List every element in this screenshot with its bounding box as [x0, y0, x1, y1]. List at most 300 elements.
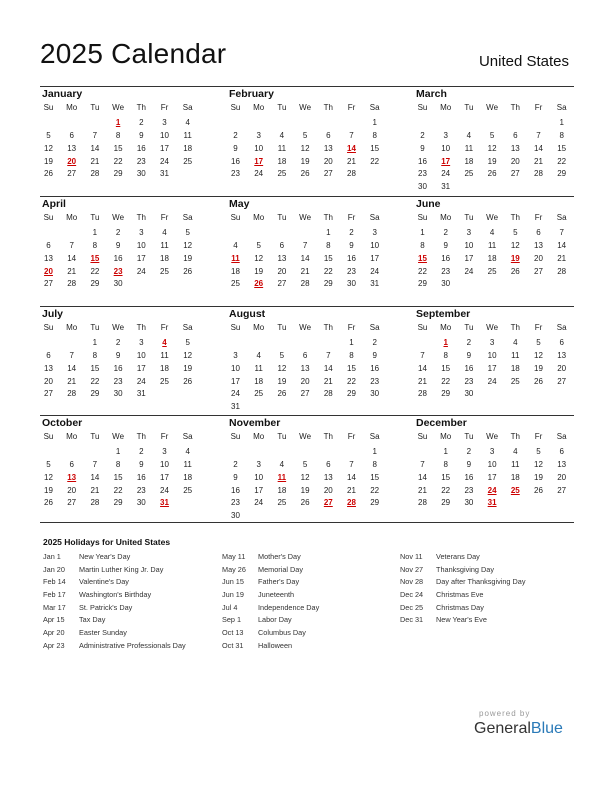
calendar-day: 28	[557, 266, 567, 276]
calendar-day: 19	[44, 485, 53, 495]
calendar-day: 20	[44, 376, 53, 386]
calendar-day: 22	[441, 485, 451, 495]
calendar-day: 15	[90, 363, 100, 373]
month-april	[40, 196, 200, 306]
calendar-day: 23	[136, 485, 146, 495]
calendar-day: 9	[233, 472, 238, 482]
calendar-day: 10	[254, 143, 264, 153]
calendar-day: 21	[347, 156, 356, 166]
calendar-day: 27	[67, 169, 77, 179]
holiday-name: Juneteenth	[258, 590, 295, 600]
calendar-day: 2	[420, 130, 425, 140]
calendar-day: 13	[534, 240, 543, 250]
calendar-day: 26	[183, 266, 193, 276]
calendar-day: 14	[323, 363, 333, 373]
weekday-label: Tu	[277, 103, 287, 112]
holidays-title: 2025 Holidays for United States	[43, 537, 171, 547]
calendar-day: 11	[277, 143, 287, 153]
calendar-day: 3	[489, 447, 495, 456]
calendar-day: 4	[466, 130, 472, 140]
holiday-date-label: Dec 24	[400, 590, 424, 600]
calendar-day: 28	[300, 279, 310, 289]
weekday-label: We	[486, 323, 499, 332]
calendar-day: 21	[418, 376, 427, 386]
calendar-day: 1	[92, 228, 98, 237]
calendar-day: 29	[113, 498, 123, 508]
calendar-day: 30	[113, 389, 123, 399]
calendar-day: 13	[300, 363, 310, 373]
calendar-day: 17	[254, 485, 264, 495]
calendar-day: 4	[279, 130, 285, 140]
calendar-day: 5	[185, 338, 190, 347]
month-name: April	[42, 198, 66, 210]
calendar-day: 26	[277, 389, 287, 399]
calendar-day: 28	[323, 389, 333, 399]
calendar-day: 14	[67, 363, 77, 373]
calendar-day: 22	[113, 485, 123, 495]
calendar-day: 24	[231, 389, 240, 399]
weekday-label: We	[112, 323, 125, 332]
month-august	[227, 306, 387, 415]
calendar-day: 5	[279, 350, 285, 360]
calendar-day: 5	[302, 459, 308, 469]
calendar-day: 1	[326, 228, 331, 237]
calendar-day: 4	[513, 447, 518, 456]
weekday-label: Sa	[182, 103, 193, 112]
weekday-label: Tu	[90, 323, 100, 332]
calendar-day: 1	[420, 228, 425, 237]
calendar-day: 17	[160, 472, 169, 482]
calendar-day: 12	[300, 472, 310, 482]
calendar-day: 9	[115, 350, 121, 360]
calendar-day: 18	[160, 363, 169, 373]
calendar-day: 19	[300, 156, 310, 166]
calendar-day: 10	[254, 472, 264, 482]
calendar-day: 15	[323, 253, 333, 263]
weekday-label: Tu	[464, 432, 474, 441]
calendar-day: 17	[487, 472, 497, 482]
holiday-name: Mother's Day	[258, 552, 301, 561]
weekday-label: Sa	[556, 213, 567, 222]
weekday-label: Su	[230, 103, 241, 112]
holiday-date: 20	[44, 266, 53, 276]
calendar-day: 12	[300, 143, 310, 153]
weekday-label: Th	[136, 213, 146, 222]
calendar-day: 29	[90, 389, 100, 399]
holiday-date: 14	[347, 143, 356, 153]
weekday-label: Tu	[90, 213, 100, 222]
calendar-day: 21	[418, 485, 427, 495]
calendar-day: 16	[347, 253, 356, 263]
calendar-day: 7	[69, 240, 74, 250]
calendar-day: 7	[92, 130, 98, 140]
calendar-day: 20	[67, 485, 77, 495]
weekday-label: Sa	[369, 323, 380, 332]
calendar-day: 14	[300, 253, 310, 263]
calendar-day: 2	[372, 338, 377, 347]
weekday-label: Th	[136, 432, 146, 441]
calendar-day: 9	[420, 143, 425, 153]
calendar-day: 19	[300, 485, 310, 495]
weekday-label: Su	[417, 323, 428, 332]
calendar-day: 2	[443, 228, 448, 237]
calendar-day: 26	[534, 485, 543, 495]
weekday-label: We	[486, 432, 499, 441]
calendar-day: 26	[44, 498, 53, 508]
calendar-day: 8	[115, 130, 121, 140]
calendar-day: 31	[160, 169, 169, 179]
calendar-day: 12	[510, 240, 520, 250]
month-november	[227, 415, 387, 522]
holiday-date: 13	[67, 472, 77, 482]
calendar-day: 15	[113, 143, 123, 153]
weekday-label: Fr	[160, 323, 169, 332]
calendar-day: 9	[139, 130, 144, 140]
holiday-name: Veterans Day	[436, 552, 480, 561]
calendar-day: 31	[136, 389, 146, 399]
calendar-day: 5	[256, 240, 261, 250]
calendar-day: 22	[370, 485, 380, 495]
calendar-day: 16	[113, 253, 123, 263]
calendar-day: 18	[510, 472, 520, 482]
holiday-date: 1	[443, 338, 448, 347]
calendar-day: 6	[279, 240, 285, 250]
calendar-day: 10	[487, 459, 497, 469]
calendar-day: 7	[420, 350, 425, 360]
calendar-day: 26	[44, 169, 53, 179]
calendar-day: 3	[139, 228, 144, 237]
holiday-date: 23	[113, 266, 123, 276]
calendar-day: 23	[347, 266, 356, 276]
holiday-date-label: Jan 1	[43, 552, 61, 561]
holiday-date-label: May 11	[222, 552, 246, 561]
weekday-label: Th	[323, 432, 333, 441]
generalblue-logo[interactable]	[474, 720, 563, 738]
holiday-name: St. Patrick's Day	[79, 602, 133, 612]
month-february	[227, 86, 387, 196]
calendar-day: 6	[559, 338, 564, 347]
calendar-day: 23	[231, 498, 240, 508]
month-name: October	[42, 417, 83, 429]
holiday-date: 17	[254, 156, 264, 166]
holiday-date-label: Jul 4	[222, 602, 238, 612]
holiday-date: 25	[510, 485, 520, 495]
calendar-day: 19	[254, 266, 264, 276]
calendar-day: 20	[300, 376, 310, 386]
calendar-day: 13	[277, 253, 287, 263]
calendar-day: 20	[323, 485, 333, 495]
calendar-day: 10	[136, 350, 146, 360]
holiday-date-label: Nov 27	[400, 564, 424, 574]
weekday-label: Su	[43, 323, 54, 332]
weekday-label: Mo	[440, 103, 452, 112]
weekday-label: Tu	[277, 432, 287, 441]
calendar-day: 25	[231, 279, 240, 289]
month-march	[414, 86, 574, 196]
calendar-day: 15	[370, 143, 380, 153]
calendar-day: 13	[510, 143, 520, 153]
calendar-day: 30	[113, 279, 123, 289]
calendar-day: 19	[534, 472, 543, 482]
calendar-day: 31	[231, 402, 240, 412]
weekday-label: Tu	[277, 323, 287, 332]
calendar-day: 10	[370, 240, 380, 250]
calendar-day: 6	[302, 350, 308, 360]
calendar-day: 18	[160, 253, 169, 263]
calendar-day: 16	[136, 472, 146, 482]
weekday-label: Tu	[464, 103, 474, 112]
calendar-day: 14	[67, 253, 77, 263]
calendar-day: 22	[557, 156, 567, 166]
calendar-day: 21	[300, 266, 310, 276]
calendar-day: 2	[233, 130, 238, 140]
calendar-day: 5	[513, 228, 518, 237]
holiday-date-label: Feb 17	[43, 590, 66, 600]
calendar-day: 27	[534, 266, 543, 276]
weekday-label: Su	[230, 432, 241, 441]
calendar-day: 22	[441, 376, 451, 386]
calendar-day: 30	[441, 279, 451, 289]
calendar-day: 29	[323, 279, 333, 289]
calendar-day: 14	[347, 472, 356, 482]
calendar-day: 8	[92, 240, 98, 250]
month-january	[40, 86, 200, 196]
calendar-day: 24	[136, 266, 146, 276]
calendar-day: 2	[233, 459, 238, 469]
calendar-day: 13	[323, 143, 333, 153]
calendar-day: 10	[231, 363, 240, 373]
calendar-day: 22	[90, 376, 100, 386]
weekday-label: Th	[510, 323, 520, 332]
calendar-day: 12	[44, 143, 53, 153]
holiday-date-label: Jan 20	[43, 564, 65, 574]
calendar-day: 15	[441, 363, 451, 373]
weekday-label: We	[299, 432, 312, 441]
calendar-day: 25	[277, 169, 287, 179]
divider	[40, 522, 574, 523]
holiday-name: Father's Day	[258, 577, 300, 587]
calendar-day: 27	[557, 376, 567, 386]
calendar-day: 8	[443, 350, 448, 360]
calendar-day: 17	[464, 253, 474, 263]
calendar-day: 28	[418, 498, 427, 508]
holiday-name: Thanksgiving Day	[436, 564, 494, 574]
weekday-label: Sa	[556, 432, 567, 441]
weekday-label: Mo	[66, 323, 78, 332]
calendar-day: 30	[370, 389, 380, 399]
holiday-name: Columbus Day	[258, 628, 306, 638]
holiday-date: 28	[347, 498, 356, 508]
calendar-day: 11	[254, 363, 263, 373]
calendar-day: 21	[534, 156, 543, 166]
calendar-day: 13	[67, 143, 77, 153]
holiday-date: 26	[254, 279, 264, 289]
weekday-label: Sa	[182, 432, 193, 441]
brand-general: General	[474, 720, 531, 737]
holiday-date: 15	[90, 253, 100, 263]
calendar-day: 23	[464, 485, 474, 495]
month-name: March	[416, 88, 447, 100]
calendar-day: 7	[302, 240, 308, 250]
calendar-day: 28	[347, 169, 356, 179]
weekday-label: Mo	[253, 213, 265, 222]
calendar-day: 4	[185, 447, 190, 456]
calendar-day: 29	[113, 169, 123, 179]
calendar-day: 6	[559, 447, 564, 456]
holiday-date-label: Dec 31	[400, 615, 424, 625]
calendar-day: 26	[487, 169, 497, 179]
calendar-day: 7	[420, 459, 425, 469]
weekday-label: Th	[323, 103, 333, 112]
calendar-day: 29	[90, 279, 100, 289]
holiday-name: Christmas Day	[436, 602, 484, 612]
calendar-day: 22	[90, 266, 100, 276]
calendar-day: 10	[160, 459, 169, 469]
weekday-label: We	[299, 213, 312, 222]
calendar-day: 2	[115, 228, 121, 237]
calendar-day: 24	[487, 376, 497, 386]
holiday-date-label: Jun 15	[222, 577, 244, 587]
calendar-day: 15	[347, 363, 356, 373]
holiday-name: Day after Thanksgiving Day	[436, 577, 526, 587]
calendar-day: 20	[323, 156, 333, 166]
month-name: September	[416, 308, 471, 320]
weekday-label: Tu	[90, 103, 100, 112]
calendar-day: 4	[513, 338, 518, 347]
month-may	[227, 196, 387, 306]
holiday-date-label: Apr 20	[43, 628, 65, 638]
calendar-day: 16	[441, 253, 451, 263]
calendar-day: 5	[46, 459, 51, 469]
calendar-day: 21	[90, 485, 100, 495]
weekday-label: Mo	[66, 213, 78, 222]
holiday-date-label: Apr 15	[43, 615, 65, 625]
calendar-day: 6	[326, 459, 331, 469]
calendar-day: 17	[370, 253, 380, 263]
calendar-day: 27	[300, 389, 310, 399]
calendar-day: 21	[90, 156, 100, 166]
weekday-label: Sa	[369, 213, 380, 222]
calendar-day: 11	[160, 240, 169, 250]
weekday-label: Mo	[440, 432, 452, 441]
calendar-day: 3	[162, 447, 167, 456]
weekday-label: Sa	[182, 213, 193, 222]
weekday-label: Su	[43, 432, 54, 441]
calendar-day: 23	[418, 169, 427, 179]
calendar-day: 30	[464, 389, 474, 399]
calendar-day: 29	[370, 498, 380, 508]
calendar-day: 24	[136, 376, 146, 386]
calendar-day: 2	[466, 338, 472, 347]
weekday-label: Th	[323, 213, 333, 222]
calendar-day: 30	[347, 279, 356, 289]
weekday-label: Su	[417, 213, 428, 222]
calendar-day: 4	[489, 228, 495, 237]
calendar-day: 8	[115, 459, 121, 469]
calendar-day: 9	[115, 240, 121, 250]
calendar-day: 22	[347, 376, 356, 386]
calendar-day: 5	[185, 228, 190, 237]
calendar-day: 19	[183, 363, 193, 373]
holiday-name: New Year's Eve	[436, 615, 487, 625]
weekday-label: Fr	[347, 432, 356, 441]
calendar-day: 27	[44, 389, 53, 399]
calendar-day: 1	[372, 447, 377, 456]
calendar-day: 27	[510, 169, 520, 179]
calendar-day: 3	[256, 459, 261, 469]
calendar-day: 2	[349, 228, 354, 237]
weekday-label: Tu	[90, 432, 100, 441]
calendar-day: 18	[464, 156, 474, 166]
weekday-label: Su	[43, 213, 54, 222]
calendar-day: 19	[534, 363, 543, 373]
calendar-day: 1	[115, 447, 121, 456]
calendar-day: 13	[323, 472, 333, 482]
calendar-day: 6	[46, 350, 51, 360]
calendar-day: 1	[349, 338, 354, 347]
calendar-day: 14	[90, 143, 100, 153]
weekday-label: Su	[230, 323, 241, 332]
calendar-day: 4	[162, 228, 167, 237]
month-september	[414, 306, 574, 415]
holiday-date-label: Mar 17	[43, 602, 66, 612]
weekday-label: Th	[136, 323, 146, 332]
calendar-day: 4	[279, 459, 285, 469]
calendar-day: 24	[160, 156, 169, 166]
weekday-label: Mo	[253, 323, 265, 332]
calendar-day: 28	[90, 169, 100, 179]
calendar-day: 14	[90, 472, 100, 482]
calendar-day: 8	[326, 240, 331, 250]
calendar-day: 24	[160, 485, 169, 495]
calendar-day: 12	[183, 350, 193, 360]
calendar-day: 12	[277, 363, 287, 373]
calendar-day: 18	[231, 266, 240, 276]
calendar-day: 9	[466, 350, 472, 360]
weekday-label: Mo	[253, 103, 265, 112]
holiday-name: Martin Luther King Jr. Day	[79, 564, 164, 574]
weekday-label: Fr	[160, 213, 169, 222]
calendar-day: 20	[557, 363, 567, 373]
calendar-day: 25	[510, 376, 520, 386]
calendar-day: 7	[349, 459, 354, 469]
calendar-day: 25	[464, 169, 474, 179]
calendar-day: 18	[254, 376, 264, 386]
calendar-day: 16	[231, 485, 240, 495]
holiday-name: Administrative Professionals Day	[79, 640, 186, 650]
calendar-day: 6	[513, 130, 518, 140]
holiday-date: 27	[323, 498, 333, 508]
calendar-day: 8	[443, 459, 448, 469]
calendar-day: 8	[559, 130, 564, 140]
calendar-day: 16	[113, 363, 123, 373]
calendar-day: 13	[557, 350, 567, 360]
calendar-day: 13	[44, 253, 53, 263]
holiday-name: Easter Sunday	[79, 628, 127, 638]
calendar-day: 26	[183, 376, 193, 386]
calendar-day: 6	[69, 130, 74, 140]
weekday-label: Sa	[369, 103, 380, 112]
calendar-day: 10	[464, 240, 474, 250]
holiday-date-label: Feb 14	[43, 577, 66, 587]
holiday-date-label: Apr 23	[43, 640, 65, 650]
calendar-day: 27	[44, 279, 53, 289]
calendar-day: 14	[557, 240, 567, 250]
holiday-date: 15	[418, 253, 427, 263]
month-name: December	[416, 417, 467, 429]
calendar-day: 29	[441, 389, 451, 399]
holiday-date: 11	[231, 253, 240, 263]
